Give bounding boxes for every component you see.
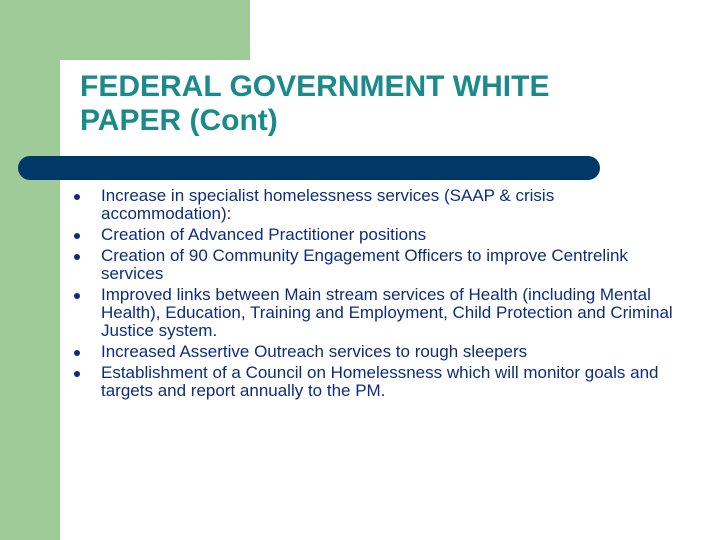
decorative-green-left-band bbox=[0, 0, 60, 540]
slide-title-line-1: FEDERAL GOVERNMENT WHITE bbox=[80, 70, 550, 103]
bullet-dot-icon bbox=[74, 350, 80, 356]
bullet-item-community-engagement bbox=[74, 247, 684, 283]
decorative-green-top-band bbox=[0, 0, 250, 60]
bullet-item-council-homelessness bbox=[74, 364, 684, 400]
bullet-item-specialist-services bbox=[74, 187, 684, 223]
bullet-text: Creation of Advanced Practitioner positions bbox=[101, 225, 427, 244]
slide-title bbox=[80, 70, 680, 138]
slide-title-line-2: PAPER (Cont) bbox=[80, 104, 278, 137]
bullet-text: Increased Assertive Outreach services to rough sleepers bbox=[101, 342, 528, 361]
bullet-dot-icon bbox=[74, 371, 80, 377]
bullet-list bbox=[74, 187, 684, 403]
bullet-dot-icon bbox=[74, 233, 80, 239]
bullet-item-advanced-practitioner bbox=[74, 226, 684, 244]
bullet-text: Improved links between Main stream services of Health (including Mental Health), Education, Training and Employment, Child Protection and Criminal Justice system. bbox=[101, 285, 673, 340]
bullet-item-improved-links bbox=[74, 286, 684, 340]
bullet-dot-icon bbox=[74, 194, 80, 200]
bullet-text: Increase in specialist homelessness services (SAAP & crisis accommodation): bbox=[101, 186, 555, 223]
bullet-dot-icon bbox=[74, 254, 80, 260]
bullet-item-assertive-outreach bbox=[74, 343, 684, 361]
bullet-text: Establishment of a Council on Homelessness which will monitor goals and targets and report annually to the PM. bbox=[101, 363, 659, 400]
bullet-text: Creation of 90 Community Engagement Officers to improve Centrelink services bbox=[101, 246, 628, 283]
title-divider-bar bbox=[18, 156, 600, 180]
bullet-dot-icon bbox=[74, 293, 80, 299]
